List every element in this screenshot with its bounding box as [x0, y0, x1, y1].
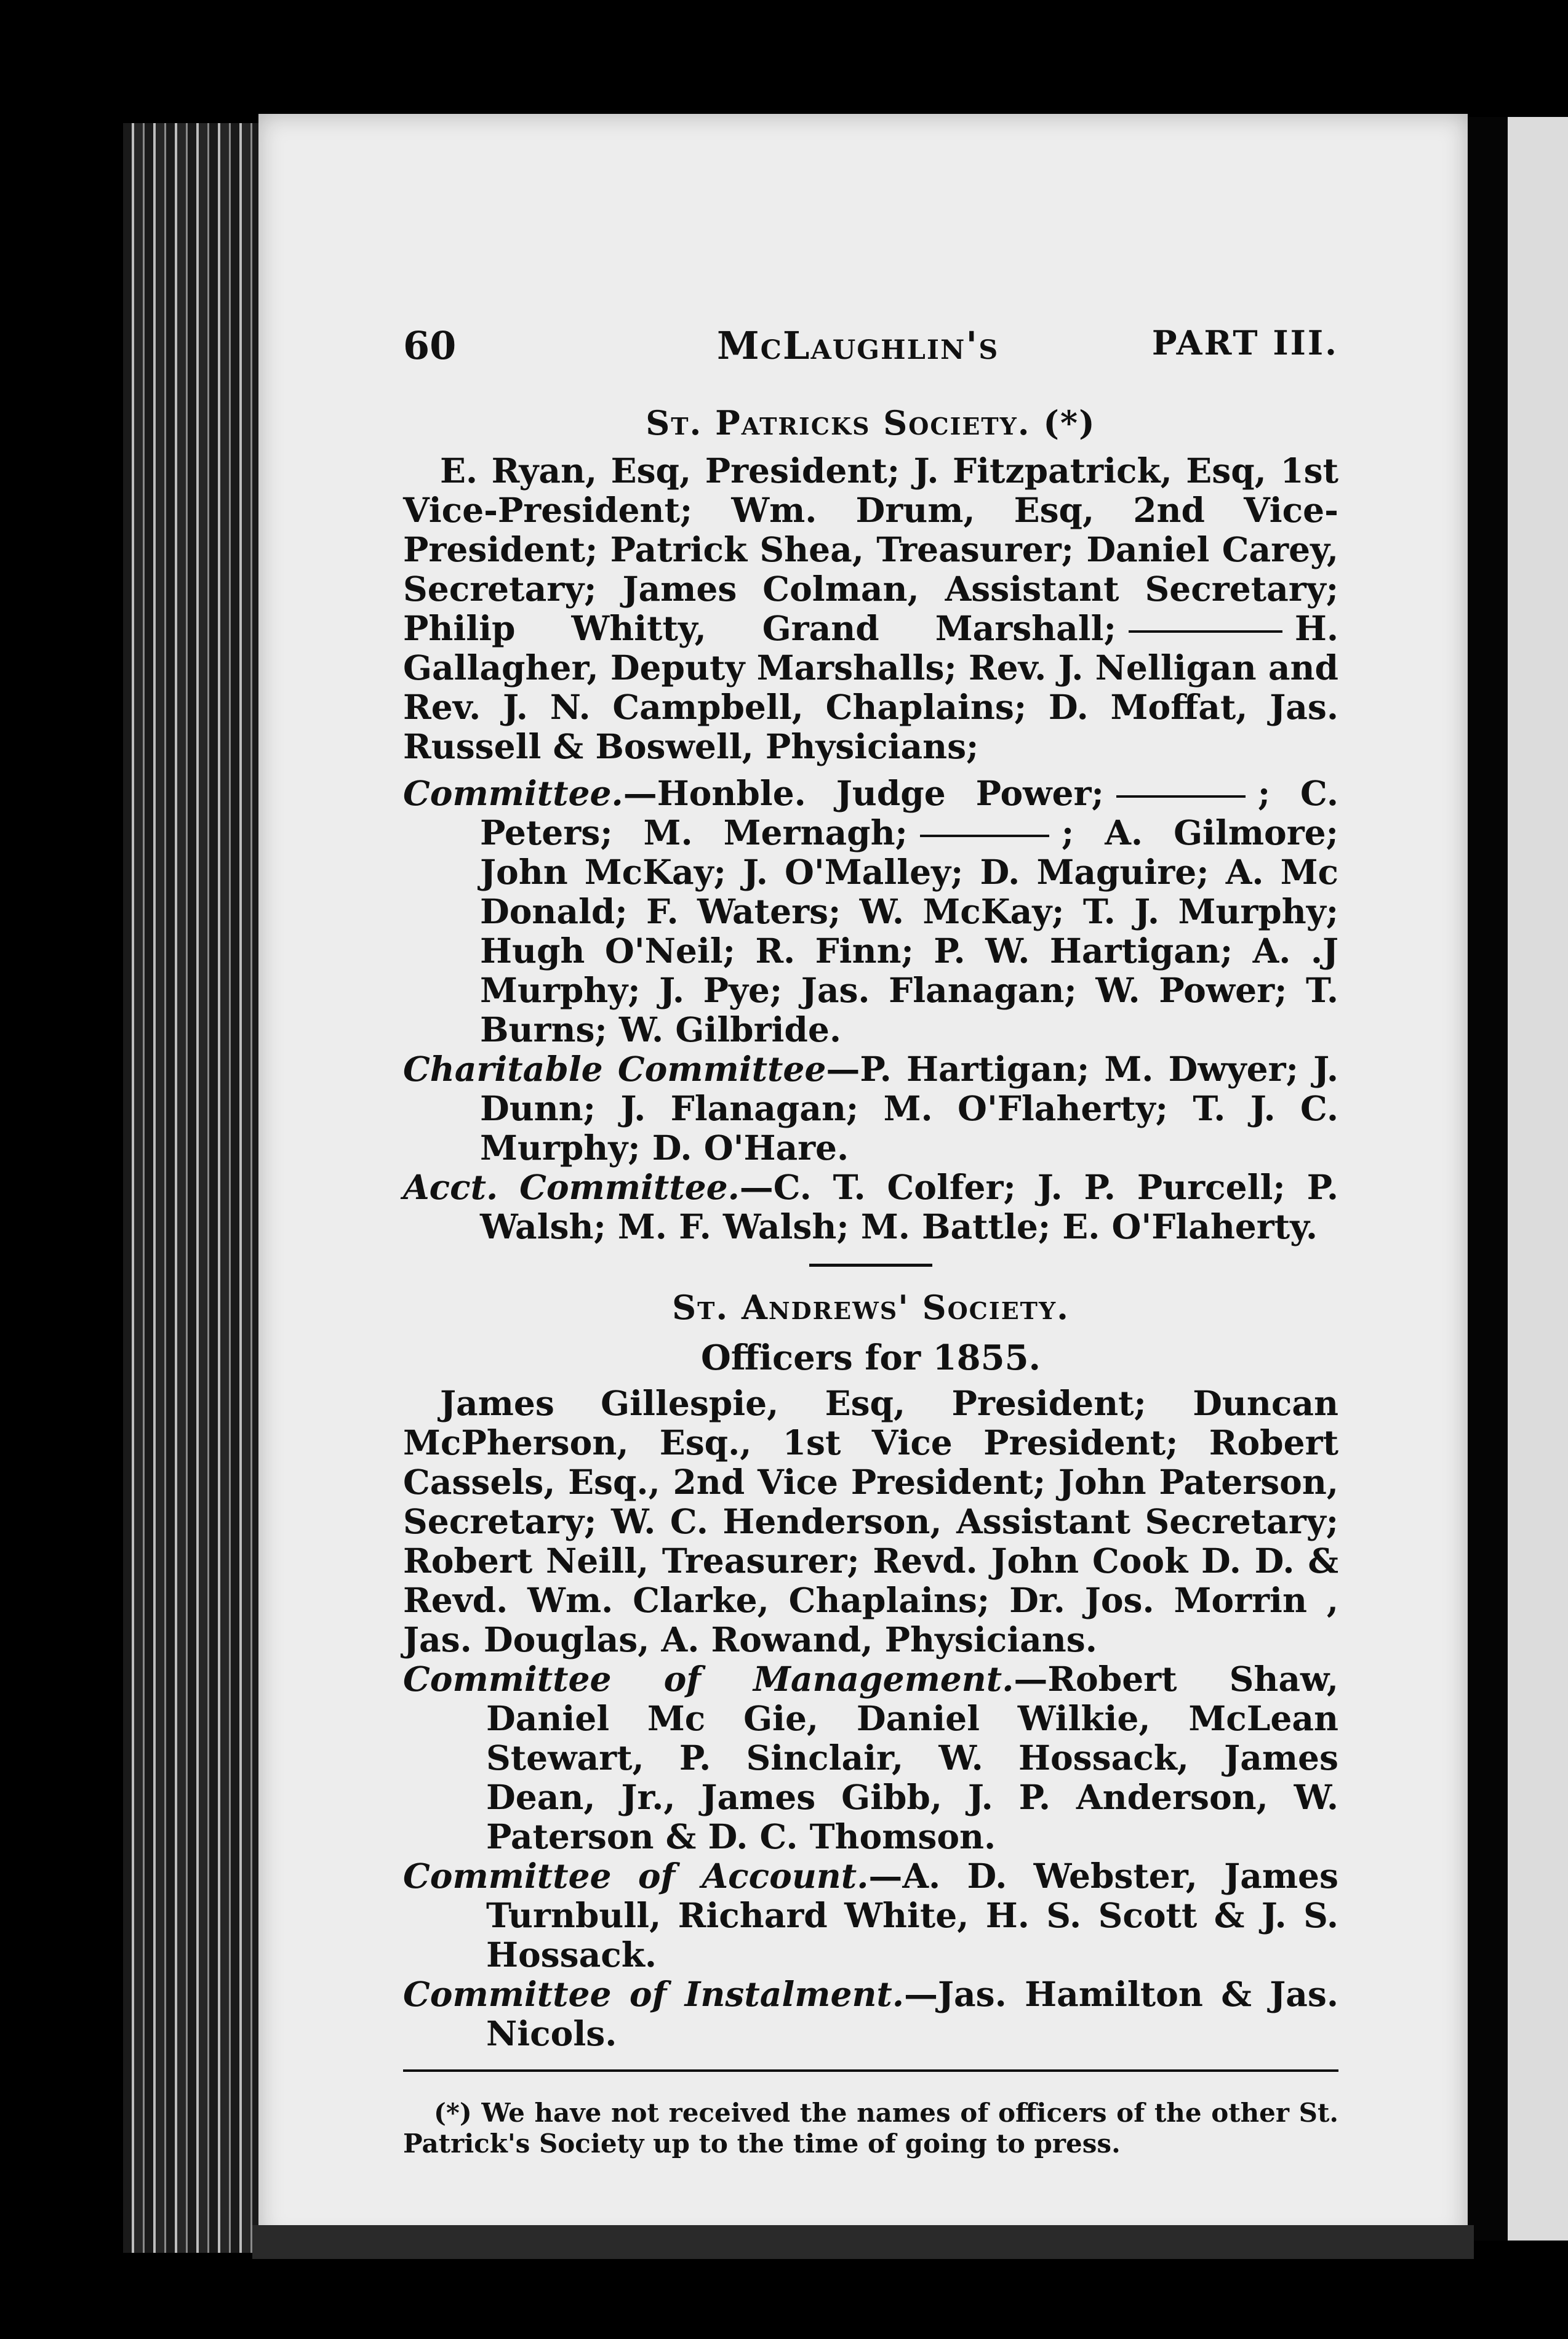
running-header — [403, 323, 1338, 372]
part-label: PART III. — [1151, 323, 1338, 363]
st-andrews-subheading: Officers for 1855. — [700, 1338, 1041, 1378]
acct-committee-label: Acct. Committee. — [403, 1167, 740, 1207]
account-committee-label: Committee of Account. — [403, 1856, 869, 1896]
blank-dash — [920, 835, 1049, 837]
blank-dash — [1116, 795, 1246, 798]
management-committee-text: —Robert Shaw, Daniel Mc Gie, Daniel Wilkie, McLean Stewart, P. Sinclair, W. Hossack, James Dean, Jr., James Gibb, J. P. Anderson, W. Paterson & D. C. Thomson. — [486, 1659, 1338, 1856]
blank-dash — [1129, 630, 1282, 633]
running-title: McLaughlin's — [717, 323, 999, 368]
st-patricks-officers — [403, 451, 1338, 766]
footnote: (*) We have not received the names of officers of the other St. Patrick's Society up to the time of going to press. — [403, 2098, 1338, 2159]
instalment-committee-label: Committee of Instalment. — [403, 1974, 904, 2014]
st-andrews-instalment-committee — [403, 1975, 1338, 2053]
page-number: 60 — [403, 323, 457, 368]
management-committee-label: Committee of Management. — [403, 1659, 1014, 1699]
book-page — [258, 114, 1468, 2244]
st-patricks-heading: St. Patricks Society. (*) — [646, 403, 1096, 443]
section-divider — [809, 1264, 932, 1267]
committee-label: Committee. — [403, 773, 623, 813]
page-gutter — [1462, 117, 1508, 2241]
st-andrews-heading: St. Andrews' Society. — [672, 1288, 1070, 1327]
st-andrews-management-committee — [403, 1659, 1338, 1856]
main-text-column — [403, 403, 1338, 2185]
page-bottom-edge — [252, 2225, 1474, 2259]
footnote-rule — [403, 2069, 1338, 2072]
committee-text-b: ; C. Peters; M. Mernagh; — [480, 773, 1339, 853]
st-patricks-acct-committee — [403, 1168, 1338, 1246]
charitable-committee-label: Charitable Committee — [403, 1049, 826, 1089]
account-committee-text: —A. D. Webster, James Turnbull, Richard White, H. S. Scott & J. S. Hossack. — [486, 1856, 1338, 1975]
st-andrews-account-committee — [403, 1856, 1338, 1975]
st-andrews-officers: James Gillespie, Esq, President; Duncan McPherson, Esq., 1st Vice President; Robert Cassels, Esq., 2nd Vice President; John Paterson, Secretary; W. C. Henderson, Assistant Secretary; Robert Neill, Treasurer; Revd. John Cook D. D. & Revd. Wm. Clarke, Chaplains; Dr. Jos. Morrin , Jas. Douglas, A. Rowand, Physicians. — [403, 1383, 1338, 1659]
st-patricks-committee — [403, 774, 1338, 1049]
st-patricks-charitable-committee — [403, 1049, 1338, 1168]
st-patricks-officers-text: E. Ryan, Esq, President; J. Fitzpatrick, Esq, 1st Vice-President; Wm. Drum, Esq, 2nd Vice-President; Patrick Shea, Treasurer; Daniel Carey, Secretary; James Colman, Assistant Secretary; Philip Whitty, Grand Marshall; — [403, 451, 1338, 648]
instalment-committee-text: —Jas. Hamilton & Jas. Nicols. — [486, 1974, 1339, 2053]
acct-committee-text: —C. T. Colfer; J. P. Purcell; P. Walsh; M. F. Walsh; M. Battle; E. O'Flaherty. — [480, 1167, 1338, 1246]
committee-text-a: —Honble. Judge Power; — [623, 773, 1104, 813]
committee-text-c: ; A. Gilmore; John McKay; J. O'Malley; D. Maguire; A. Mc Donald; F. Waters; W. McKay; T. J. Murphy; Hugh O'Neil; R. Finn; P. W. Hartigan; A. .J Murphy; J. Pye; Jas. Flanagan; W. Power; T. Burns; W. Gilbride. — [480, 812, 1338, 1049]
st-patricks-officers-cont: H. Gallagher, Deputy Marshalls; Rev. J. Nelligan and Rev. J. N. Campbell, Chaplains; D. Moffat, Jas. Russell & Boswell, Physicians; — [403, 608, 1338, 766]
charitable-committee-text: —P. Hartigan; M. Dwyer; J. Dunn; J. Flanagan; M. O'Flaherty; T. J. C. Murphy; D. O'Hare. — [480, 1049, 1338, 1168]
